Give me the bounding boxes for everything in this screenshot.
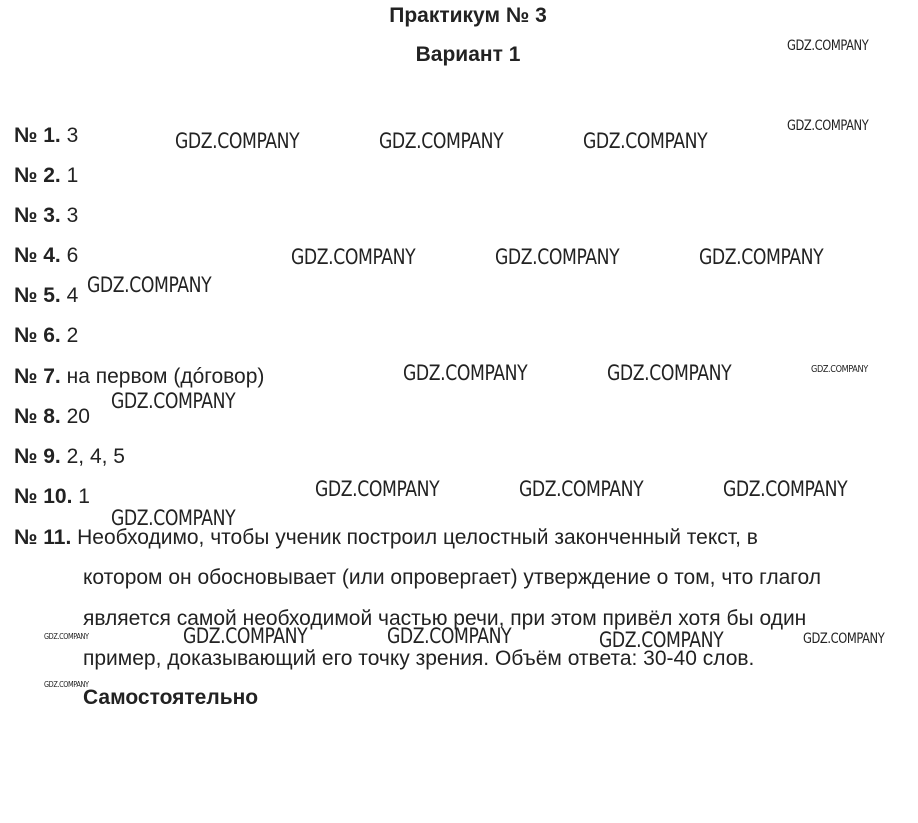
answer-text: 2, 4, 5	[66, 445, 125, 468]
answer-10	[14, 485, 90, 509]
answer-number: № 7.	[14, 365, 61, 388]
answer-11-line-4: пример, доказывающий его точку зрения. Объём ответа: 30-40 слов.	[83, 647, 755, 670]
watermark: GDZ.COMPANY	[44, 632, 89, 641]
answer-2	[14, 164, 78, 188]
watermark: GDZ.COMPANY	[803, 631, 885, 647]
watermark: GDZ.COMPANY	[175, 129, 300, 153]
answer-11-line-3: является самой необходимой частью речи, при этом привёл хотя бы один	[83, 607, 807, 630]
watermark: GDZ.COMPANY	[291, 245, 416, 269]
answer-number: № 9.	[14, 445, 61, 468]
self-study-note: Самостоятельно	[83, 686, 259, 709]
answer-number: № 2.	[14, 164, 61, 187]
watermark: GDZ.COMPANY	[315, 477, 440, 501]
answer-text: на первом (дóговор)	[66, 365, 265, 388]
answer-text: 2	[66, 324, 79, 347]
answer-text: 1	[78, 485, 90, 508]
answer-text: 20	[66, 405, 90, 428]
answer-1	[14, 124, 78, 148]
watermark: GDZ.COMPANY	[495, 245, 620, 269]
answer-number: № 10.	[14, 485, 73, 508]
answer-7	[14, 365, 264, 389]
answer-number: № 8.	[14, 405, 61, 428]
watermark: GDZ.COMPANY	[583, 129, 708, 153]
watermark: GDZ.COMPANY	[183, 624, 308, 648]
answer-9	[14, 445, 125, 469]
answer-text: 3	[66, 124, 79, 147]
watermark: GDZ.COMPANY	[87, 273, 212, 297]
watermark: GDZ.COMPANY	[699, 245, 824, 269]
answer-8	[14, 405, 90, 429]
watermark: GDZ.COMPANY	[44, 680, 89, 689]
answer-3	[14, 204, 78, 228]
answer-text: 3	[66, 204, 79, 227]
page-title: Практикум № 3	[389, 4, 547, 27]
answer-5	[14, 284, 78, 308]
watermark: GDZ.COMPANY	[723, 477, 848, 501]
variant-title: Вариант 1	[415, 43, 521, 66]
answer-text: 1	[66, 164, 79, 187]
watermark: GDZ.COMPANY	[379, 129, 504, 153]
watermark: GDZ.COMPANY	[111, 506, 236, 530]
watermark: GDZ.COMPANY	[519, 477, 644, 501]
watermark: GDZ.COMPANY	[787, 118, 869, 134]
watermark: GDZ.COMPANY	[599, 628, 724, 652]
answer-number: № 11.	[14, 526, 72, 549]
watermark: GDZ.COMPANY	[111, 389, 236, 413]
answer-number: № 6.	[14, 324, 61, 347]
answer-number: № 5.	[14, 284, 61, 307]
watermark: GDZ.COMPANY	[607, 361, 732, 385]
watermark: GDZ.COMPANY	[811, 364, 868, 375]
answer-number: № 3.	[14, 204, 61, 227]
answer-4	[14, 244, 78, 268]
answer-number: № 4.	[14, 244, 61, 267]
answer-6	[14, 324, 78, 348]
watermark: GDZ.COMPANY	[403, 361, 528, 385]
answer-text: Необходимо, чтобы ученик построил целостный законченный текст, в	[77, 526, 758, 549]
answer-text: 6	[66, 244, 79, 267]
answer-text: 4	[66, 284, 79, 307]
answer-11-line-2: котором он обосновывает (или опровергает) утверждение о том, что глагол	[83, 566, 821, 589]
answer-number: № 1.	[14, 124, 61, 147]
watermark: GDZ.COMPANY	[787, 38, 869, 54]
watermark: GDZ.COMPANY	[387, 624, 512, 648]
